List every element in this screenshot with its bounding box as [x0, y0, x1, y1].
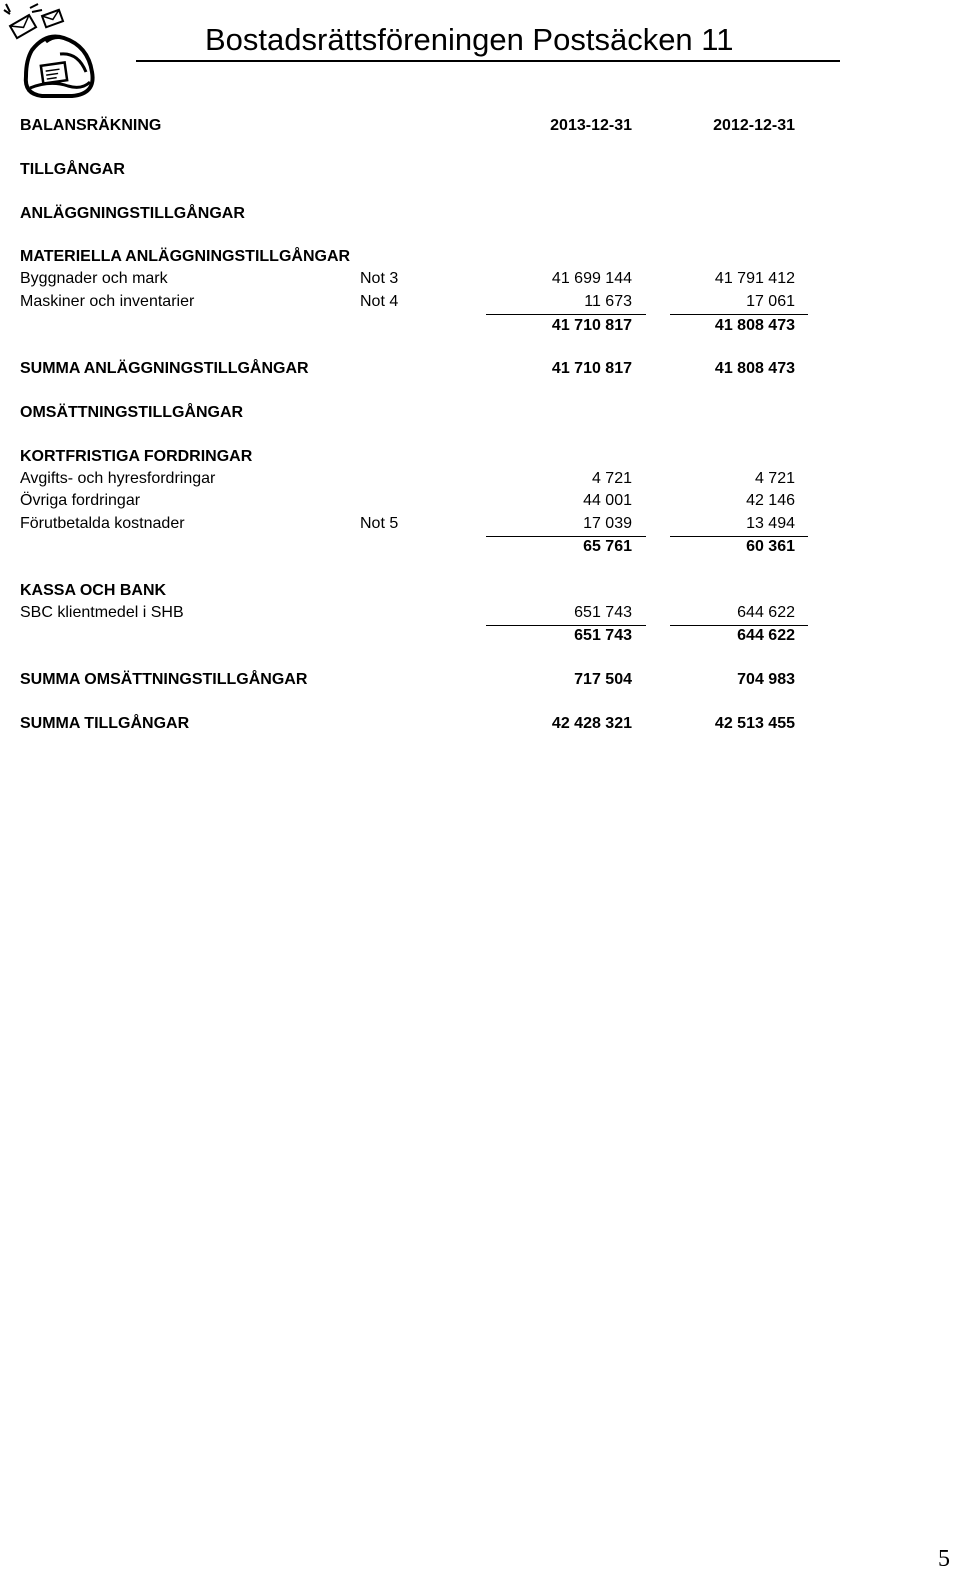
- row-label: Förutbetalda kostnader: [20, 515, 185, 532]
- kassa-heading: KASSA OCH BANK: [20, 582, 167, 599]
- row-label: Maskiner och inventarier: [20, 293, 195, 310]
- subtotal-2012: 41 808 473: [714, 317, 795, 334]
- total-2012: 41 808 473: [714, 360, 795, 377]
- subtotal-2012: 644 622: [737, 627, 795, 644]
- total-2013: 41 710 817: [551, 360, 632, 377]
- table-row: [20, 291, 820, 313]
- grand-total-label: SUMMA TILLGÅNGAR: [20, 715, 190, 732]
- row-label: SBC klientmedel i SHB: [20, 604, 184, 621]
- flying-letter-icon: [10, 15, 36, 38]
- title-underline: [136, 60, 840, 62]
- table-row: [20, 268, 820, 290]
- subtotal-row: [20, 536, 820, 558]
- row-label: Avgifts- och hyresfordringar: [20, 470, 216, 487]
- total-label: SUMMA ANLÄGGNINGSTILLGÅNGAR: [20, 360, 309, 377]
- balance-header-row: [20, 115, 820, 137]
- total-2013: 717 504: [574, 671, 632, 688]
- section-heading: [20, 402, 820, 424]
- row-value-2012: 41 791 412: [714, 270, 795, 287]
- column-header-2013: 2013-12-31: [550, 117, 632, 134]
- row-value-2012: 4 721: [754, 470, 795, 487]
- table-row: [20, 602, 820, 624]
- row-value-2013: 11 673: [584, 293, 632, 310]
- anlaggningstillgangar-heading: ANLÄGGNINGSTILLGÅNGAR: [20, 205, 245, 222]
- subtotal-row: [20, 625, 820, 647]
- section-heading: [20, 159, 820, 181]
- row-note: Not 3: [360, 270, 399, 287]
- subsection-heading: [20, 446, 820, 468]
- row-note: Not 4: [360, 293, 399, 310]
- table-row: [20, 513, 820, 535]
- row-value-2013: 651 743: [574, 604, 632, 621]
- tillgangar-heading: TILLGÅNGAR: [20, 161, 125, 178]
- total-label: SUMMA OMSÄTTNINGSTILLGÅNGAR: [20, 671, 308, 688]
- subtotal-2013: 651 743: [574, 627, 632, 644]
- row-value-2013: 44 001: [583, 492, 632, 509]
- total-2012: 704 983: [737, 671, 795, 688]
- grand-total-2013: 42 428 321: [551, 715, 632, 732]
- row-value-2012: 17 061: [746, 293, 795, 310]
- grand-total-row: [20, 713, 820, 735]
- table-row: [20, 490, 820, 512]
- total-row: [20, 358, 820, 380]
- page-number: 5: [938, 1546, 950, 1572]
- row-value-2013: 17 039: [583, 515, 632, 532]
- total-row: [20, 669, 820, 691]
- row-label: Byggnader och mark: [20, 270, 168, 287]
- row-label: Övriga fordringar: [20, 492, 141, 509]
- omsattningstillgangar-heading: OMSÄTTNINGSTILLGÅNGAR: [20, 404, 244, 421]
- mail-sack-logo: [2, 2, 100, 98]
- row-value-2012: 13 494: [746, 515, 795, 532]
- subtotal-2013: 65 761: [583, 538, 632, 555]
- subsection-heading: [20, 246, 820, 268]
- subtotal-row: [20, 315, 820, 337]
- row-value-2013: 41 699 144: [551, 270, 632, 287]
- section-heading: [20, 203, 820, 225]
- row-value-2012: 42 146: [746, 492, 795, 509]
- row-value-2013: 4 721: [591, 470, 632, 487]
- materiella-heading: MATERIELLA ANLÄGGNINGSTILLGÅNGAR: [20, 248, 351, 265]
- page-title: Bostadsrättsföreningen Postsäcken 11: [205, 22, 734, 57]
- flying-letter-icon: [42, 10, 63, 27]
- grand-total-2012: 42 513 455: [714, 715, 795, 732]
- subtotal-2013: 41 710 817: [551, 317, 632, 334]
- balance-heading: BALANSRÄKNING: [20, 117, 162, 134]
- row-note: Not 5: [360, 515, 399, 532]
- row-value-2012: 644 622: [737, 604, 795, 621]
- kortfristiga-heading: KORTFRISTIGA FORDRINGAR: [20, 448, 253, 465]
- table-row: [20, 468, 820, 490]
- subsection-heading: [20, 580, 820, 602]
- subtotal-2012: 60 361: [746, 538, 795, 555]
- column-header-2012: 2012-12-31: [713, 117, 795, 134]
